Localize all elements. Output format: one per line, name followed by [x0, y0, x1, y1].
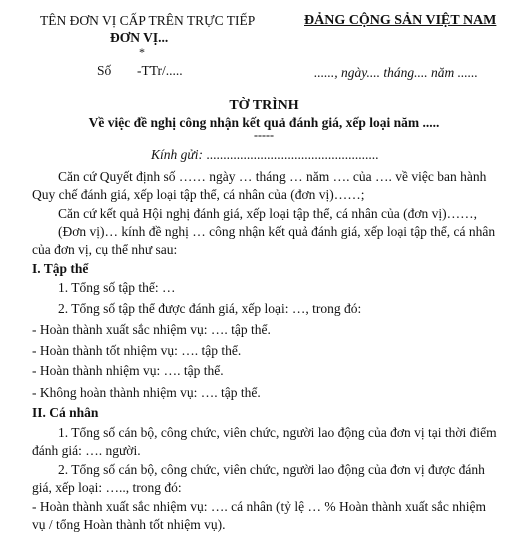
individual-item-3: - Hoàn thành xuất sắc nhiệm vụ: …. cá nhân (tỷ lệ … % Hoàn thành xuất sắc nhiệm vụ / tổng Hoàn thành tốt nhiệm vụ). — [32, 499, 486, 532]
document-number-label: Số — [97, 63, 112, 78]
recipient-label: Kính gửi: — [151, 147, 203, 162]
collective-item-1: 1. Tổng số tập thể: … — [58, 280, 176, 295]
party-header: ĐẢNG CỘNG SẢN VIỆT NAM — [304, 13, 497, 28]
paragraph-request: (Đơn vị)… kính đề nghị … công nhận kết quả đánh giá, xếp loại tập thể, cá nhân của đơn vị, cụ thể như sau: — [32, 224, 496, 257]
collective-item-5: - Hoàn thành nhiệm vụ: …. tập thể. — [32, 363, 224, 378]
recipient-line — [151, 147, 379, 163]
document-title: TỜ TRÌNH — [229, 98, 299, 113]
collective-item-4: - Hoàn thành tốt nhiệm vụ: …. tập thể. — [32, 343, 242, 358]
title-separator: ----- — [254, 128, 274, 142]
section-individual-title: II. Cá nhân — [32, 405, 99, 420]
collective-item-3: - Hoàn thành xuất sắc nhiệm vụ: …. tập thể. — [32, 322, 271, 337]
document-subtitle: Về việc đề nghị công nhận kết quả đánh giá, xếp loại năm ..... — [88, 115, 440, 130]
parent-unit-name: TÊN ĐƠN VỊ CẤP TRÊN TRỰC TIẾP — [40, 13, 256, 28]
unit-name: ĐƠN VỊ... — [110, 30, 169, 45]
paragraph-legal-basis-2: Căn cứ kết quả Hội nghị đánh giá, xếp loại tập thể, cá nhân của (đơn vị)……, — [58, 206, 477, 221]
document-number: -TTr/..... — [137, 63, 183, 78]
issuing-unit-header — [40, 13, 280, 46]
section-collective-title: I. Tập thể — [32, 261, 89, 276]
paragraph-legal-basis-1: Căn cứ Quyết định số …… ngày … tháng … năm …. của …. về việc ban hành Quy chế đánh giá, xếp loại tập thể, cá nhân của (đơn vị)……; — [32, 169, 487, 202]
individual-item-1: 1. Tổng số cán bộ, công chức, viên chức, người lao động của đơn vị tại thời điểm đánh giá: …. người. — [32, 425, 497, 458]
collective-item-6: - Không hoàn thành nhiệm vụ: …. tập thể. — [32, 385, 261, 400]
individual-item-2: 2. Tổng số cán bộ, công chức, viên chức, người lao động của đơn vị được đánh giá, xếp loại: ….., trong đó: — [32, 462, 485, 495]
collective-item-2: 2. Tổng số tập thể được đánh giá, xếp loại: …, trong đó: — [58, 301, 362, 316]
place-date-line: ......, ngày.... tháng.... năm ...... — [314, 65, 478, 80]
star-mark: * — [139, 45, 145, 59]
recipient-value: ................................................... — [203, 147, 379, 162]
